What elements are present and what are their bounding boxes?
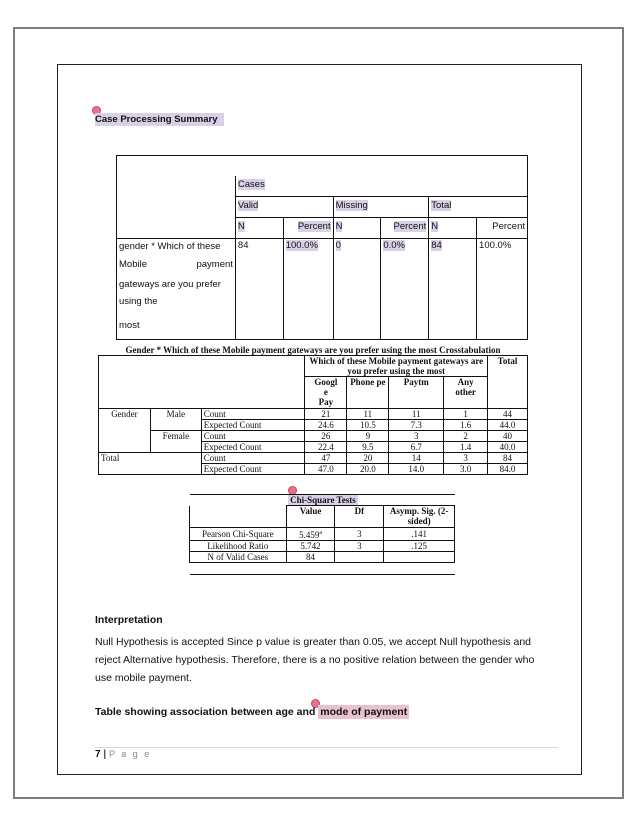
table-row: Expected Count 22.4 9.5 6.7 1.4 40.0 xyxy=(99,442,528,453)
group-valid-header: Valid xyxy=(235,197,333,218)
page-footer xyxy=(95,749,151,760)
crosstab-column-header: Paytm xyxy=(389,377,444,409)
crosstab-total-header: Total xyxy=(488,356,528,409)
chi-square-table: Chi-Square Tests Value Df Asymp. Sig. (2-sided) Pearson Chi-Square 5.459$^a$ 3 .141 Likelihood Ratio 5.742 3 .125 N of Valid Cases 84 xyxy=(189,494,455,575)
table-row: Expected Count 24.6 10.5 7.3 1.6 44.0 xyxy=(99,420,528,431)
value-cell: 84 xyxy=(429,239,477,340)
crosstab-column-header: Phone pe xyxy=(347,377,389,409)
value-cell: 84 xyxy=(235,239,283,340)
table-row: Total Count 47 20 14 3 84 xyxy=(99,453,528,464)
interpretation-heading: Interpretation xyxy=(95,614,163,626)
table-row: N of Valid Cases 84 xyxy=(190,552,455,563)
subheader-cell: N xyxy=(333,218,381,239)
subheader-cell: N xyxy=(429,218,477,239)
row-label-cell: gender * Which of these Mobile payment gateways are you prefer using the most xyxy=(117,239,236,340)
subheader-cell: N xyxy=(235,218,283,239)
value-cell: 100.0% xyxy=(477,239,528,340)
value-cell: 100.0% xyxy=(283,239,333,340)
value-cell: 0 xyxy=(333,239,381,340)
table-top-blank xyxy=(117,156,528,176)
interpretation-paragraph: Null Hypothesis is accepted Since p value is greater than 0.05, we accept Null hypothesis and reject Alternative hypothesis. Therefore, there is a no positive relation between the gender who use mobile payment. xyxy=(95,636,535,684)
footer-divider xyxy=(95,747,558,748)
table-row: Gender Male Count 21 11 11 1 44 xyxy=(99,409,528,420)
table-row: Expected Count 47.0 20.0 14.0 3.0 84.0 xyxy=(99,464,528,475)
group-missing-header: Missing xyxy=(333,197,429,218)
subheader-cell: Percent xyxy=(477,218,528,239)
crosstab-column-header: Any other xyxy=(444,377,488,409)
group-total-header: Total xyxy=(429,197,528,218)
case-processing-summary-table xyxy=(116,155,528,340)
crosstab-column-header: Googl e Pay xyxy=(305,377,347,409)
page-number: 7 xyxy=(95,749,101,760)
subheader-cell: Percent xyxy=(283,218,333,239)
page-word: P a g e xyxy=(108,749,152,759)
table-row: Likelihood Ratio 5.742 3 .125 xyxy=(190,541,455,552)
footer-separator: | xyxy=(103,749,107,760)
case-summary-title: Case Processing Summary xyxy=(95,114,224,125)
cases-header: Cases xyxy=(235,176,527,197)
row-header-blank xyxy=(117,176,236,239)
chi-square-title: Chi-Square Tests xyxy=(286,495,384,506)
next-section-heading: Table showing association between age and mode of payment xyxy=(95,706,408,718)
crosstab-table xyxy=(98,355,528,475)
value-cell: 0.0% xyxy=(381,239,429,340)
table-row: Pearson Chi-Square 5.459$^a$ 3 .141 xyxy=(190,528,455,541)
table-row: Female Count 26 9 3 2 40 xyxy=(99,431,528,442)
subheader-cell: Percent xyxy=(381,218,429,239)
crosstab-column-group: Which of these Mobile payment gateways are you prefer using the most xyxy=(305,356,488,377)
crosstab-title: Gender * Which of these Mobile payment gateways are you prefer using the most Crosstabulation xyxy=(125,345,501,355)
crosstab-corner xyxy=(99,356,305,409)
